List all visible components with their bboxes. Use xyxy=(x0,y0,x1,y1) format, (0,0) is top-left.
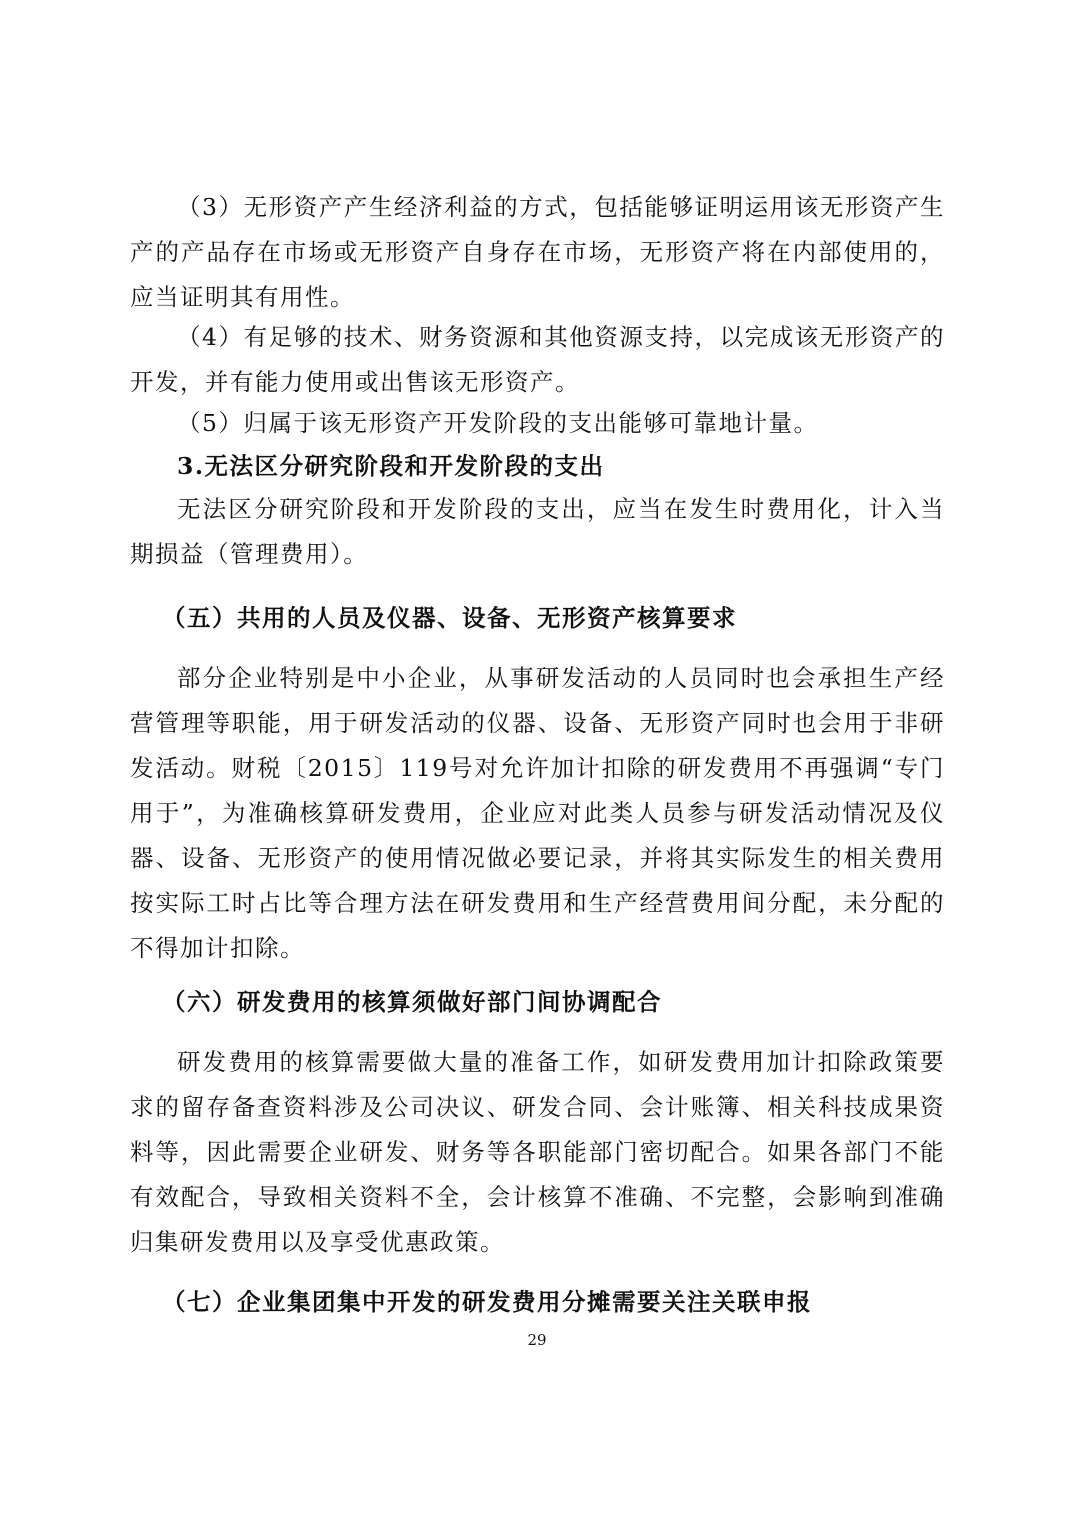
section-heading-six: （六）研发费用的核算须做好部门间协调配合 xyxy=(162,988,662,1016)
section-heading-five: （五）共用的人员及仪器、设备、无形资产核算要求 xyxy=(162,604,737,632)
paragraph-item-4: （4）有足够的技术、财务资源和其他资源支持，以完成该无形资产的开发，并有能力使用或出售该无形资产。 xyxy=(130,323,945,396)
section-heading-seven: （七）企业集团集中开发的研发费用分摊需要关注关联申报 xyxy=(162,1288,812,1316)
paragraph-section-six: 研发费用的核算需要做大量的准备工作，如研发费用加计扣除政策要求的留存备查资料涉及公司决议、研发合同、会计账簿、相关科技成果资料等，因此需要企业研发、财务等各职能部门密切配合。如果各部门不能有效配合，导致相关资料不全，会计核算不准确、不完整，会影响到准确归集研发费用以及享受优惠政策。 xyxy=(130,1048,945,1256)
section-heading-3: 3.无法区分研究阶段和开发阶段的支出 xyxy=(177,452,605,480)
paragraph-item-3: （3）无形资产产生经济利益的方式，包括能够证明运用该无形资产生产的产品存在市场或无形资产自身存在市场，无形资产将在内部使用的，应当证明其有用性。 xyxy=(130,193,945,311)
paragraph-section-five: 部分企业特别是中小企业，从事研发活动的人员同时也会承担生产经营管理等职能，用于研发活动的仪器、设备、无形资产同时也会用于非研发活动。财税〔2015〕119号对允许加计扣除的研发费用不再强调“专门用于”，为准确核算研发费用，企业应对此类人员参与研发活动情况及仪器、设备、无形资产的使用情况做必要记录，并将其实际发生的相关费用按实际工时占比等合理方法在研发费用和生产经营费用间分配，未分配的不得加计扣除。 xyxy=(130,664,945,962)
paragraph-section-3: 无法区分研究阶段和开发阶段的支出，应当在发生时费用化，计入当期损益（管理费用）。 xyxy=(130,495,945,568)
page-number: 29 xyxy=(527,1331,547,1349)
paragraph-item-5: （5）归属于该无形资产开发阶段的支出能够可靠地计量。 xyxy=(177,409,819,437)
